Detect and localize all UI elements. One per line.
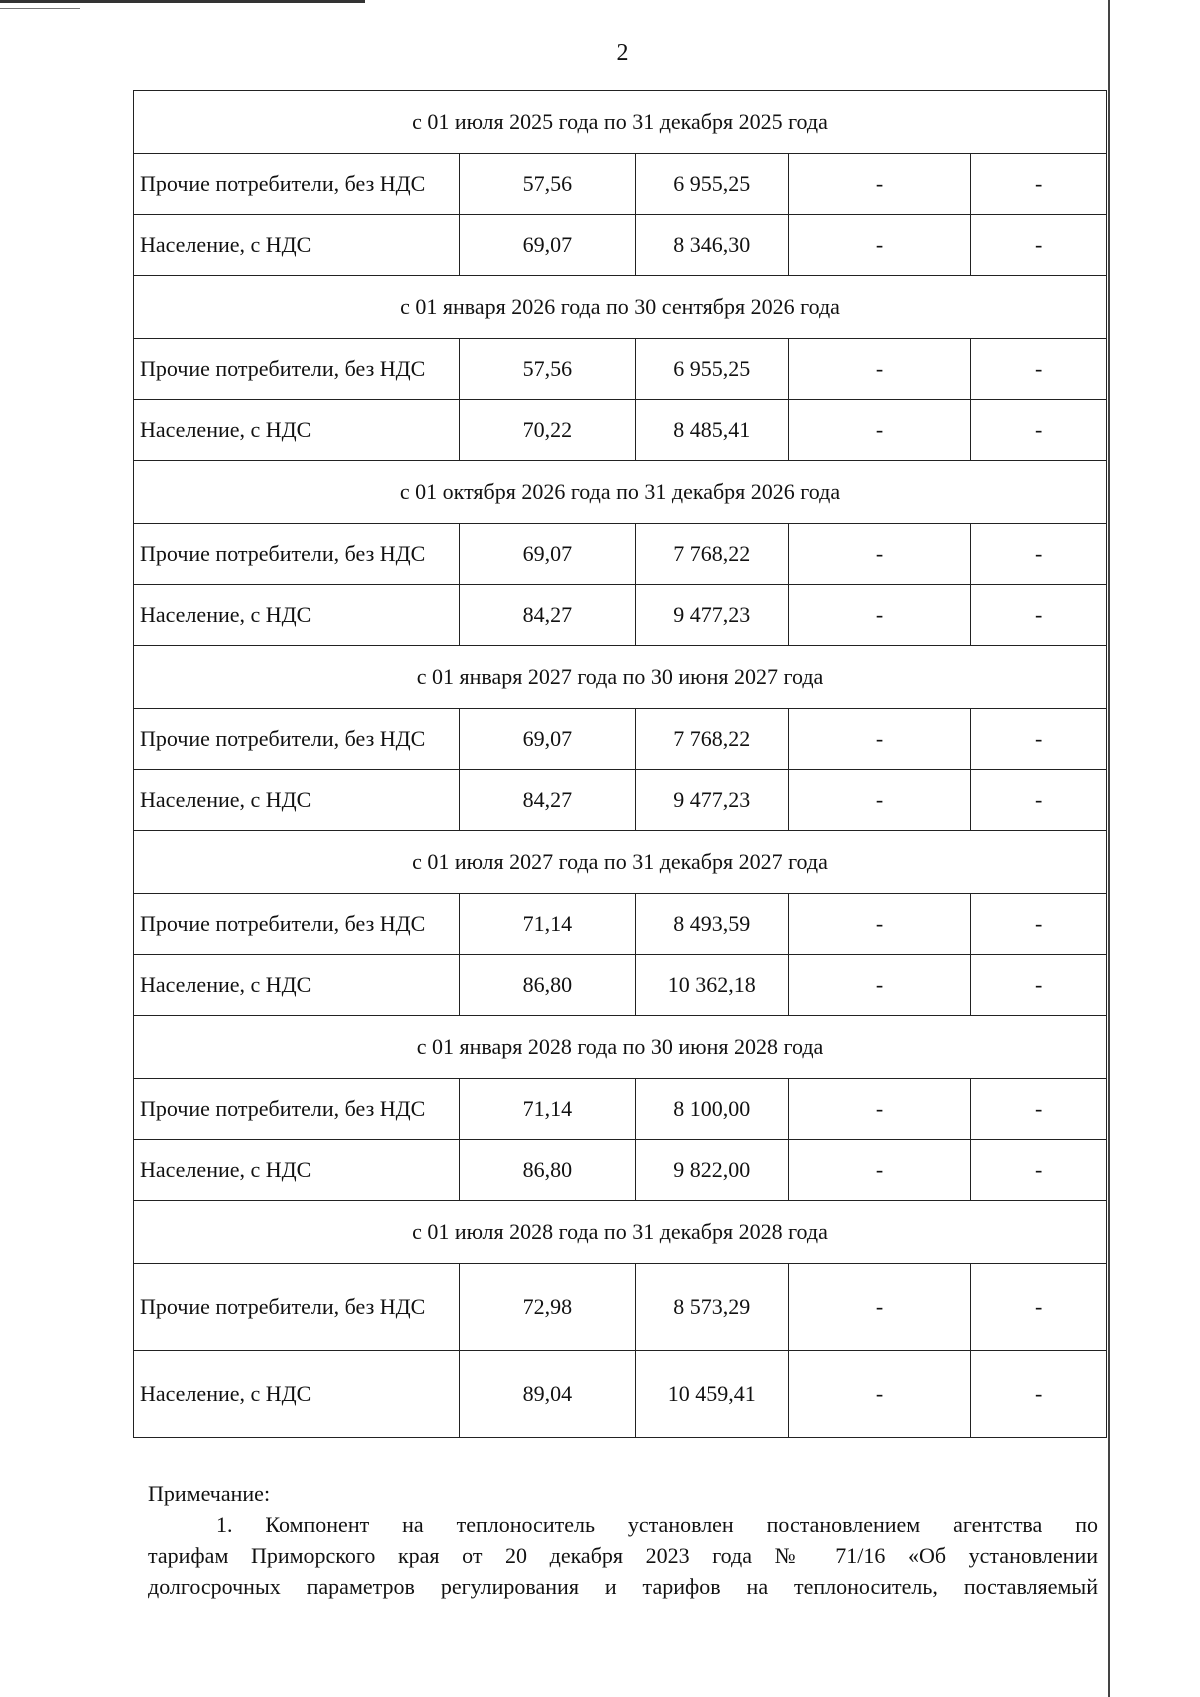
tariff-value-4: - [971,1264,1107,1351]
tariff-value-3: - [788,154,971,215]
tariff-value-4: - [971,154,1107,215]
tariff-value-4: - [971,955,1107,1016]
tariff-value-2: 9 477,23 [635,770,788,831]
consumer-name: Прочие потребители, без НДС [134,1264,460,1351]
table-row [134,400,1107,461]
period-title: с 01 января 2027 года по 30 июня 2027 года [134,646,1107,709]
tariff-value-3: - [788,1140,971,1201]
period-title: с 01 октября 2026 года по 31 декабря 2026 года [134,461,1107,524]
tariff-value-1: 86,80 [459,1140,635,1201]
table-row [134,1079,1107,1140]
tariff-value-2: 8 493,59 [635,894,788,955]
tariff-value-2: 8 485,41 [635,400,788,461]
tariff-value-3: - [788,1079,971,1140]
tariff-value-4: - [971,400,1107,461]
tariff-value-2: 7 768,22 [635,524,788,585]
period-header-row [134,831,1107,894]
consumer-name: Прочие потребители, без НДС [134,524,460,585]
tariff-value-1: 86,80 [459,955,635,1016]
table-row [134,215,1107,276]
tariff-value-3: - [788,955,971,1016]
tariff-value-3: - [788,585,971,646]
table-row [134,1140,1107,1201]
note-title: Примечание: [148,1481,271,1506]
consumer-name: Население, с НДС [134,215,460,276]
table-row [134,709,1107,770]
period-header-row [134,1016,1107,1079]
period-title: с 01 января 2028 года по 30 июня 2028 года [134,1016,1107,1079]
table-row [134,585,1107,646]
table-row [134,154,1107,215]
tariff-value-4: - [971,709,1107,770]
table-row [134,1264,1107,1351]
tariff-value-3: - [788,339,971,400]
period-header-row [134,91,1107,154]
tariff-value-2: 9 477,23 [635,585,788,646]
consumer-name: Прочие потребители, без НДС [134,894,460,955]
period-title: с 01 июля 2025 года по 31 декабря 2025 года [134,91,1107,154]
consumer-name: Население, с НДС [134,585,460,646]
consumer-name: Население, с НДС [134,955,460,1016]
tariff-value-2: 8 346,30 [635,215,788,276]
page-right-edge-line [1108,0,1110,1697]
period-title: с 01 июля 2027 года по 31 декабря 2027 года [134,831,1107,894]
consumer-name: Прочие потребители, без НДС [134,339,460,400]
period-header-row [134,1201,1107,1264]
tariff-value-1: 84,27 [459,585,635,646]
period-header-row [134,276,1107,339]
tariff-value-1: 69,07 [459,709,635,770]
tariff-value-3: - [788,894,971,955]
scan-edge-mark-thin [0,8,80,9]
tariff-value-1: 69,07 [459,215,635,276]
tariff-value-1: 69,07 [459,524,635,585]
tariff-value-2: 8 100,00 [635,1079,788,1140]
period-title: с 01 января 2026 года по 30 сентября 2026 года [134,276,1107,339]
tariff-value-3: - [788,1351,971,1438]
note-line: тарифам Приморского края от 20 декабря 2023 года № 71/16 «Об установлении [148,1543,1098,1568]
table-row [134,955,1107,1016]
tariff-value-3: - [788,215,971,276]
tariff-value-1: 70,22 [459,400,635,461]
tariff-value-4: - [971,770,1107,831]
tariff-value-1: 72,98 [459,1264,635,1351]
tariff-value-1: 57,56 [459,339,635,400]
table-row [134,1351,1107,1438]
tariff-value-4: - [971,894,1107,955]
table-row [134,894,1107,955]
tariff-value-3: - [788,524,971,585]
tariff-table [133,90,1107,1438]
tariff-value-4: - [971,1079,1107,1140]
consumer-name: Население, с НДС [134,770,460,831]
tariff-value-4: - [971,1351,1107,1438]
tariff-value-2: 9 822,00 [635,1140,788,1201]
tariff-value-2: 7 768,22 [635,709,788,770]
tariff-value-2: 6 955,25 [635,339,788,400]
tariff-value-2: 8 573,29 [635,1264,788,1351]
tariff-value-3: - [788,1264,971,1351]
tariff-value-1: 71,14 [459,894,635,955]
scan-edge-mark [0,0,365,3]
tariff-value-1: 71,14 [459,1079,635,1140]
tariff-value-4: - [971,524,1107,585]
table-row [134,339,1107,400]
period-header-row [134,461,1107,524]
note-line: долгосрочных параметров регулирования и тарифов на теплоноситель, поставляемый [148,1574,1098,1599]
note-block [148,1478,1098,1602]
tariff-value-1: 89,04 [459,1351,635,1438]
tariff-value-4: - [971,1140,1107,1201]
consumer-name: Прочие потребители, без НДС [134,154,460,215]
period-title: с 01 июля 2028 года по 31 декабря 2028 года [134,1201,1107,1264]
consumer-name: Население, с НДС [134,400,460,461]
tariff-value-1: 84,27 [459,770,635,831]
table-row [134,524,1107,585]
tariff-value-1: 57,56 [459,154,635,215]
consumer-name: Население, с НДС [134,1140,460,1201]
tariff-value-2: 10 362,18 [635,955,788,1016]
tariff-value-4: - [971,215,1107,276]
tariff-value-4: - [971,585,1107,646]
tariff-value-3: - [788,709,971,770]
tariff-value-3: - [788,770,971,831]
note-line: 1. Компонент на теплоноситель установлен постановлением агентства по [216,1512,1098,1537]
tariff-value-3: - [788,400,971,461]
consumer-name: Прочие потребители, без НДС [134,1079,460,1140]
table-row [134,770,1107,831]
page-number: 2 [616,40,629,66]
consumer-name: Прочие потребители, без НДС [134,709,460,770]
period-header-row [134,646,1107,709]
consumer-name: Население, с НДС [134,1351,460,1438]
tariff-value-2: 10 459,41 [635,1351,788,1438]
tariff-value-2: 6 955,25 [635,154,788,215]
tariff-value-4: - [971,339,1107,400]
